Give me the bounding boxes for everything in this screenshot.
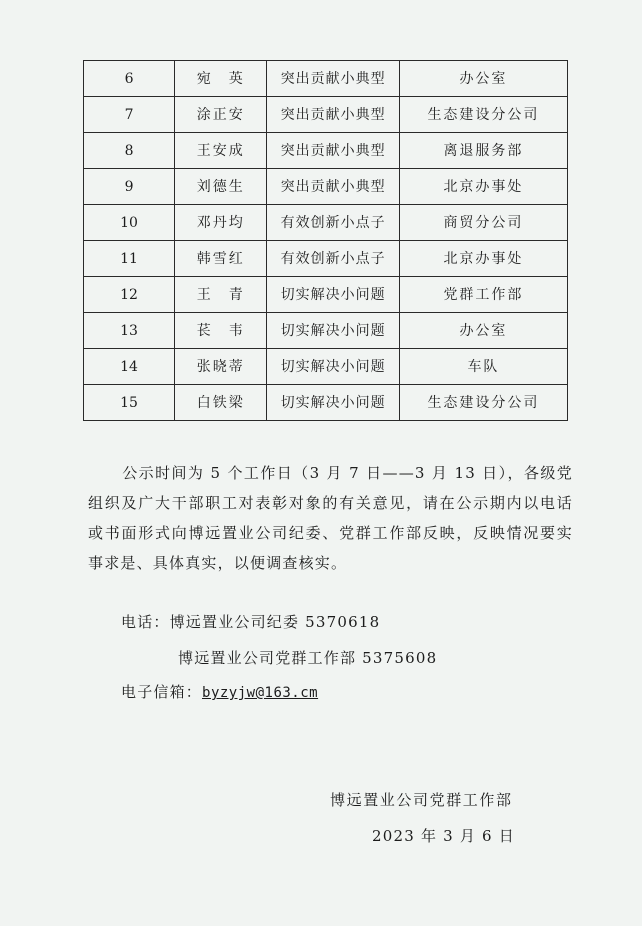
commendation-table-body — [84, 61, 568, 421]
cell-name: 张晓蒂 — [175, 349, 267, 385]
cell-name: 邓丹均 — [175, 205, 267, 241]
phone-party-work-dept: 博远置业公司党群工作部 5375608 — [178, 649, 438, 667]
notice-paragraph — [88, 458, 573, 578]
table-row — [84, 61, 568, 97]
cell-number: 12 — [84, 277, 175, 313]
table-row — [84, 97, 568, 133]
cell-number: 8 — [84, 133, 175, 169]
table-row — [84, 349, 568, 385]
table-row — [84, 241, 568, 277]
cell-department: 离退服务部 — [399, 133, 567, 169]
signature-date: 2023 年 3 月 6 日 — [372, 827, 515, 845]
cell-category: 突出贡献小典型 — [267, 61, 400, 97]
cell-number: 6 — [84, 61, 175, 97]
table-row — [84, 277, 568, 313]
cell-number: 15 — [84, 385, 175, 421]
cell-category: 突出贡献小典型 — [267, 133, 400, 169]
cell-name: 涂正安 — [175, 97, 267, 133]
table-row — [84, 313, 568, 349]
cell-category: 有效创新小点子 — [267, 241, 400, 277]
cell-name: 刘德生 — [175, 169, 267, 205]
cell-name: 韩雪红 — [175, 241, 267, 277]
phone-line-party-dept — [178, 647, 437, 668]
cell-name: 王 青 — [175, 277, 267, 313]
cell-name: 苌 韦 — [175, 313, 267, 349]
cell-category: 切实解决小问题 — [267, 385, 400, 421]
cell-department: 北京办事处 — [399, 241, 567, 277]
cell-category: 有效创新小点子 — [267, 205, 400, 241]
notice-paragraph-text: 公示时间为 5 个工作日（3 月 7 日——3 月 13 日），各级党组织及广大干部职工对表彰对象的有关意见，请在公示期内以电话或书面形式向博远置业公司纪委、党群工作部反映，反映情况要实事求是、具体真实，以便调查核实。 — [88, 464, 573, 572]
cell-category: 突出贡献小典型 — [267, 97, 400, 133]
phone-label: 电话： — [121, 613, 170, 631]
email-line — [121, 681, 318, 702]
cell-category: 切实解决小问题 — [267, 313, 400, 349]
cell-department: 生态建设分公司 — [399, 97, 567, 133]
cell-department: 办公室 — [399, 313, 567, 349]
cell-name: 王安成 — [175, 133, 267, 169]
signature-organization: 博远置业公司党群工作部 — [330, 791, 513, 809]
cell-name: 宛 英 — [175, 61, 267, 97]
cell-number: 7 — [84, 97, 175, 133]
phone-discipline-committee: 博远置业公司纪委 5370618 — [169, 613, 381, 631]
cell-number: 13 — [84, 313, 175, 349]
table-row — [84, 205, 568, 241]
table-row — [84, 385, 568, 421]
email-address: byzyjw@163.cm — [202, 685, 319, 701]
cell-department: 生态建设分公司 — [399, 385, 567, 421]
cell-category: 切实解决小问题 — [267, 349, 400, 385]
commendation-table — [83, 60, 568, 421]
cell-number: 10 — [84, 205, 175, 241]
phone-line-discipline — [121, 611, 380, 632]
cell-number: 9 — [84, 169, 175, 205]
cell-name: 白铁梁 — [175, 385, 267, 421]
cell-department: 党群工作部 — [399, 277, 567, 313]
table-row — [84, 133, 568, 169]
cell-department: 车队 — [399, 349, 567, 385]
email-label: 电子信箱： — [121, 683, 203, 701]
cell-number: 14 — [84, 349, 175, 385]
cell-department: 商贸分公司 — [399, 205, 567, 241]
cell-department: 北京办事处 — [399, 169, 567, 205]
cell-category: 切实解决小问题 — [267, 277, 400, 313]
cell-department: 办公室 — [399, 61, 567, 97]
cell-number: 11 — [84, 241, 175, 277]
cell-category: 突出贡献小典型 — [267, 169, 400, 205]
table-row — [84, 169, 568, 205]
